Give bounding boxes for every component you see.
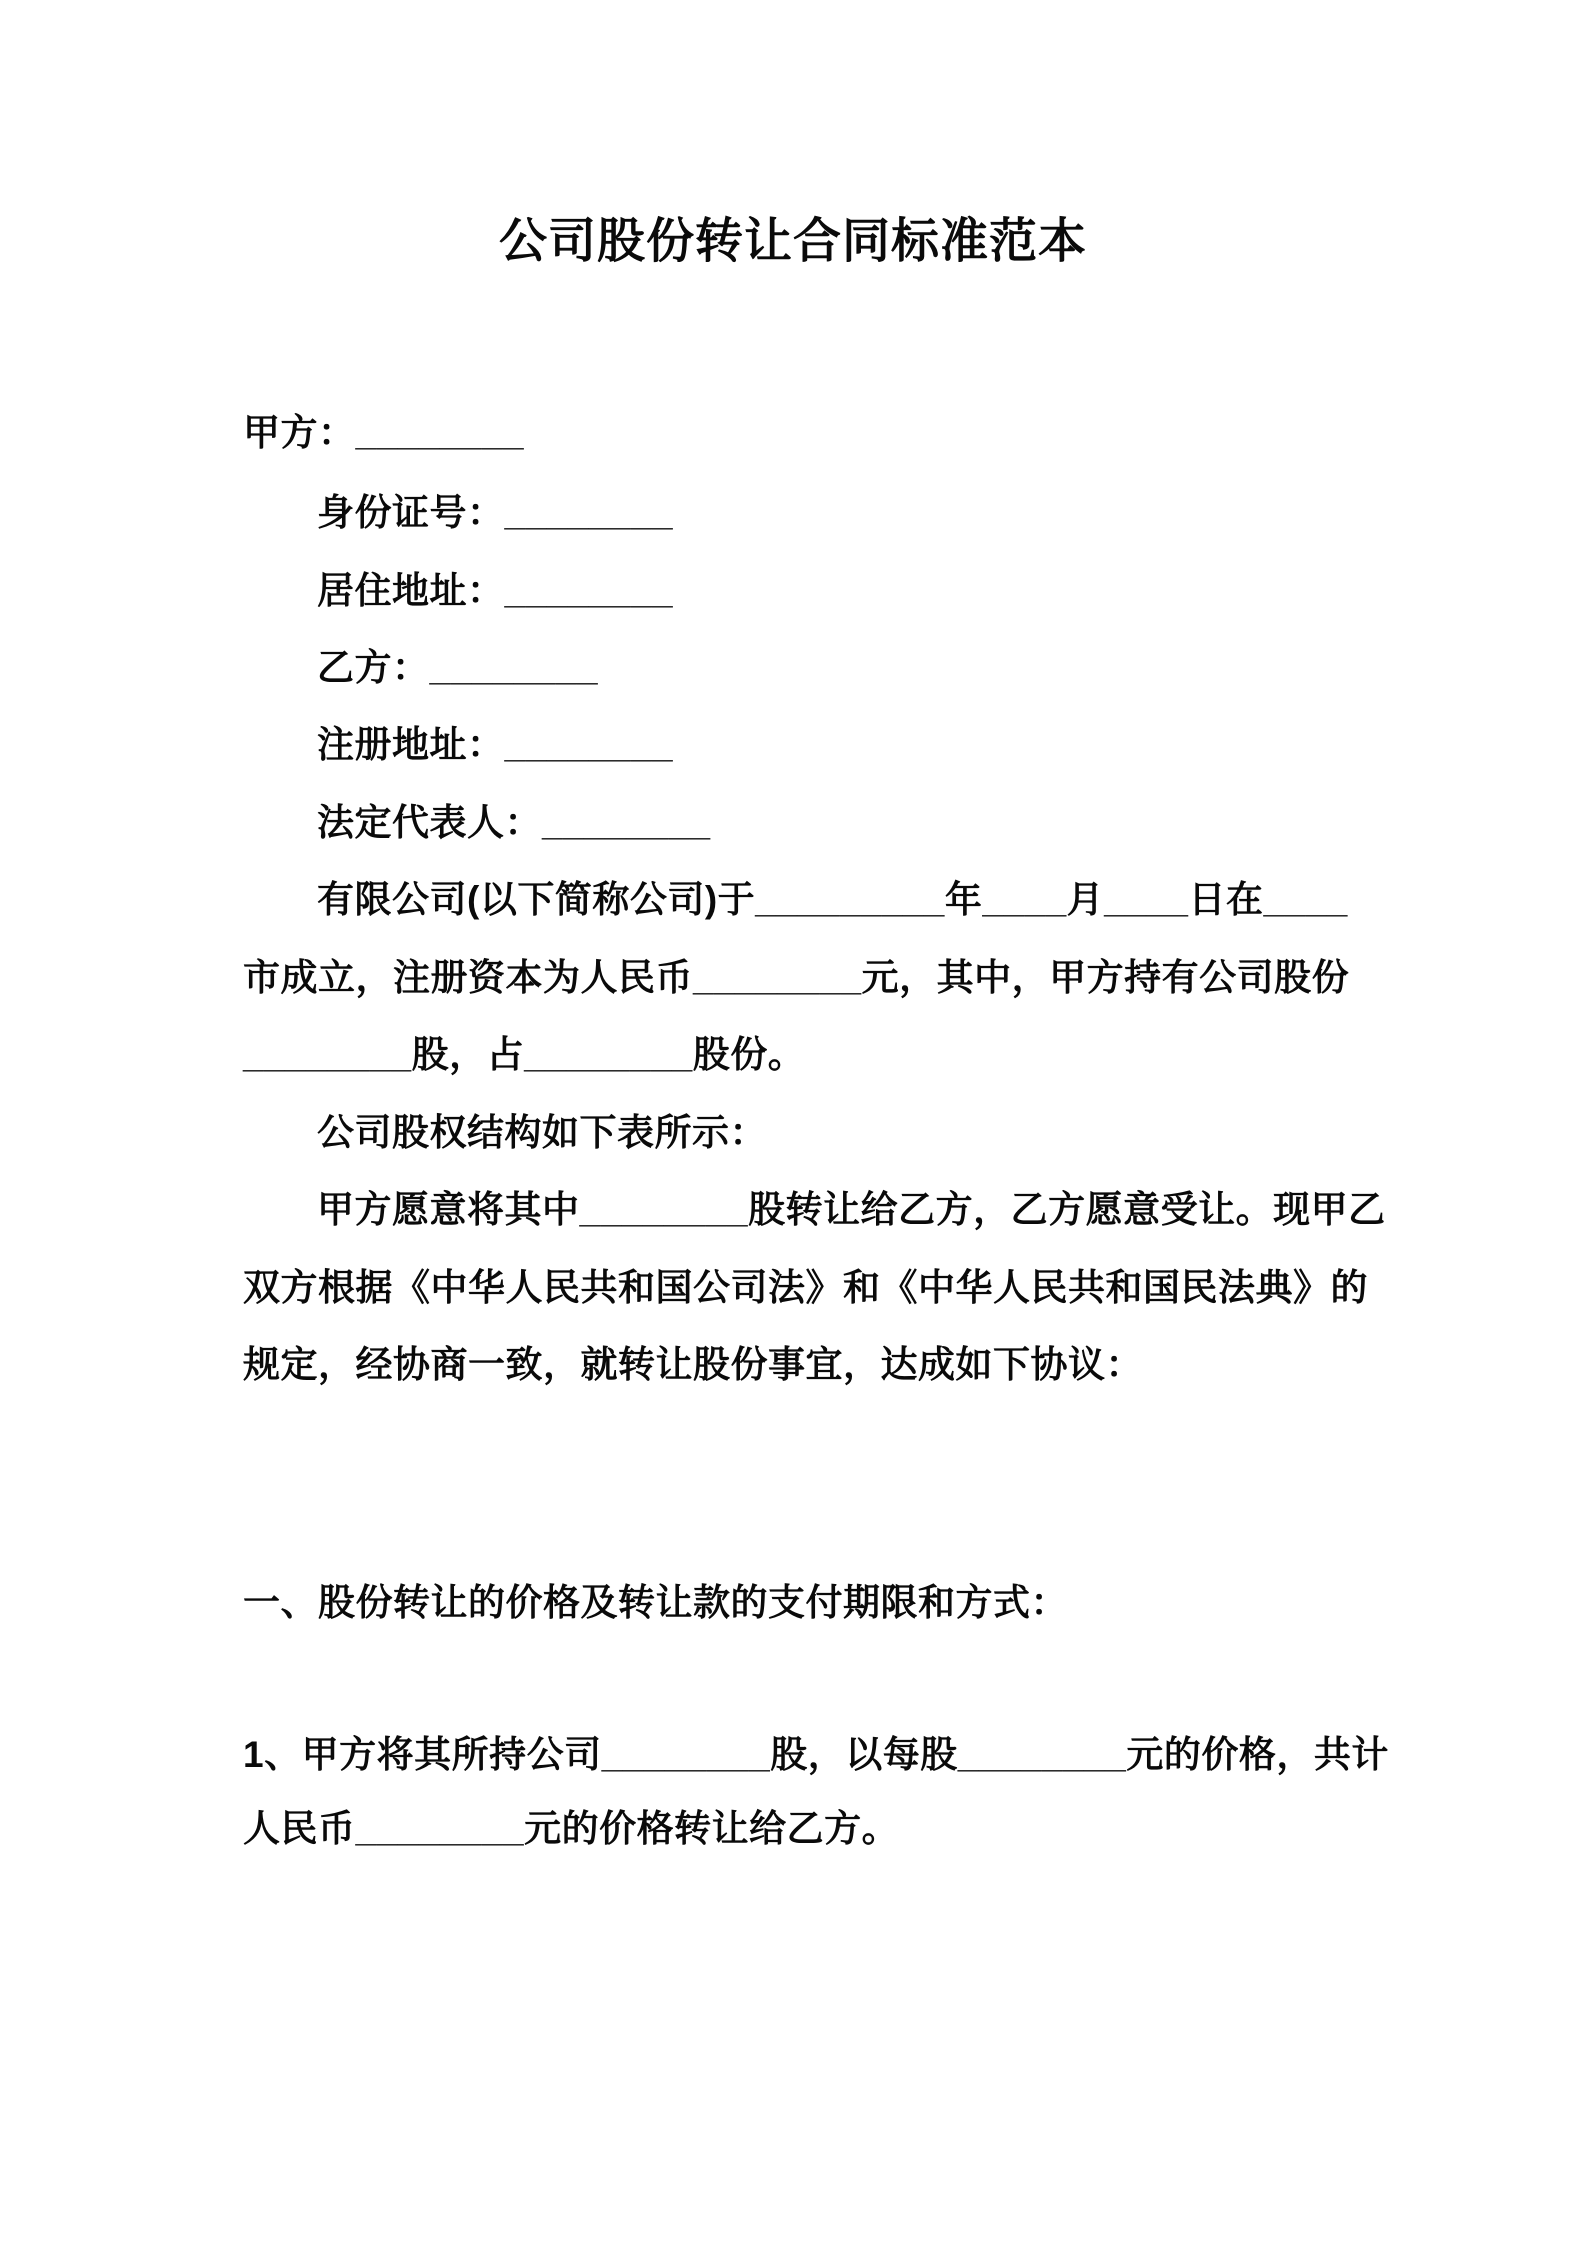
document-title: 公司股份转让合同标准范本 — [498, 215, 1087, 268]
contract-clause-1-line-2: 人民币________元的价格转让给乙方。 — [243, 1808, 900, 1849]
contract-line-legal-basis: 双方根据《中华人民共和国公司法》和《中华人民共和国民法典》的 — [243, 1267, 1368, 1308]
contract-line-registered-capital: 市成立，注册资本为人民币________元，其中，甲方持有公司股份 — [243, 957, 1350, 998]
contract-line-residence-address: 居住地址：________ — [317, 570, 674, 611]
contract-section-1-heading: 一、股份转让的价格及转让款的支付期限和方式： — [243, 1582, 1068, 1623]
contract-line-equity-structure: 公司股权结构如下表所示： — [317, 1112, 767, 1153]
contract-line-company-founded: 有限公司(以下简称公司)于_________年____月____日在____ — [317, 879, 1348, 920]
contract-clause-1-line-1: 1、甲方将其所持公司________股，以每股________元的价格，共计 — [243, 1734, 1389, 1775]
contract-line-transfer-intent: 甲方愿意将其中________股转让给乙方，乙方愿意受让。现甲乙 — [317, 1189, 1386, 1230]
contract-line-party-a: 甲方：________ — [243, 412, 525, 453]
contract-line-share-portion: ________股，占________股份。 — [243, 1034, 806, 1075]
contract-line-legal-rep: 法定代表人：________ — [317, 802, 711, 843]
contract-line-agreement-intro: 规定，经协商一致，就转让股份事宜，达成如下协议： — [243, 1344, 1143, 1385]
contract-line-registered-address: 注册地址：________ — [317, 724, 674, 765]
contract-line-id-number: 身份证号：________ — [317, 492, 674, 533]
contract-line-party-b: 乙方：________ — [317, 647, 599, 688]
